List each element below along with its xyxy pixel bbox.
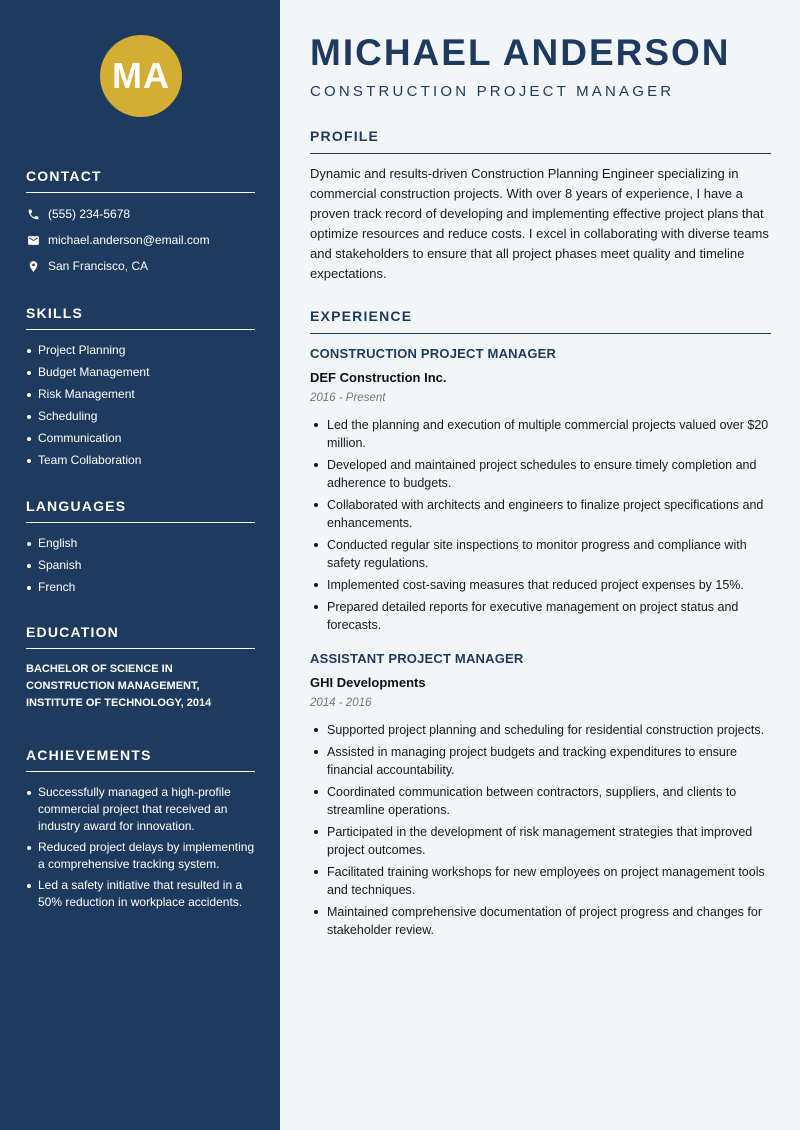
job-bullet: Participated in the development of risk management strategies that improved project outcomes. <box>310 823 771 859</box>
language-item: Spanish <box>26 557 255 574</box>
mail-icon <box>26 233 40 247</box>
languages-section <box>26 498 255 601</box>
achievements-list <box>26 784 255 911</box>
job-bullets <box>310 416 771 634</box>
job-dates: 2016 - Present <box>310 392 386 404</box>
job-title: CONSTRUCTION PROJECT MANAGER <box>310 346 557 361</box>
job-company: GHI Developments <box>310 675 426 690</box>
contact-heading: CONTACT <box>26 168 255 193</box>
job-dates: 2014 - 2016 <box>310 697 372 709</box>
skill-item: Risk Management <box>26 386 255 403</box>
contact-email <box>26 231 255 249</box>
job-bullet: Conducted regular site inspections to monitor progress and compliance with safety regulations. <box>310 536 771 572</box>
education-section <box>26 624 255 712</box>
job-bullet: Implemented cost-saving measures that reduced project expenses by 15%. <box>310 576 771 594</box>
avatar: MA <box>100 35 182 117</box>
skill-item: Communication <box>26 430 255 447</box>
job-company: DEF Construction Inc. <box>310 370 447 385</box>
skill-item: Team Collaboration <box>26 452 255 469</box>
job-entry <box>310 346 771 638</box>
languages-list <box>26 535 255 596</box>
languages-heading: LANGUAGES <box>26 498 255 523</box>
achievement-item: Led a safety initiative that resulted in a 50% reduction in workplace accidents. <box>26 877 255 911</box>
job-bullet: Prepared detailed reports for executive management on project status and forecasts. <box>310 598 771 634</box>
job-bullet: Coordinated communication between contractors, suppliers, and clients to streamline operations. <box>310 783 771 819</box>
phone-icon <box>26 207 40 221</box>
sidebar <box>0 0 280 1130</box>
job-bullets <box>310 721 771 939</box>
achievements-section <box>26 747 255 915</box>
profile-text: Dynamic and results-driven Construction Planning Engineer specializing in commercial construction projects. With over 8 years of experience, I have a proven track record of developing and implementing effective project plans that optimize resources and reduce costs. I excel in collaborating with diverse teams and stakeholders to ensure that all project phases meet quality and timeline expectations. <box>310 166 769 281</box>
contact-location <box>26 257 255 275</box>
location-pin-icon <box>26 259 40 273</box>
achievement-item: Reduced project delays by implementing a comprehensive tracking system. <box>26 839 255 873</box>
contact-section <box>26 168 255 283</box>
job-bullet: Developed and maintained project schedules to ensure timely completion and adherence to budgets. <box>310 456 771 492</box>
candidate-title: CONSTRUCTION PROJECT MANAGER <box>310 83 675 100</box>
location-text: San Francisco, CA <box>48 259 149 273</box>
skills-section <box>26 305 255 474</box>
skill-item: Scheduling <box>26 408 255 425</box>
profile-heading: PROFILE <box>310 128 771 154</box>
achievement-item: Successfully managed a high-profile commercial project that received an industry award for innovation. <box>26 784 255 835</box>
contact-phone <box>26 205 255 223</box>
skill-item: Project Planning <box>26 342 255 359</box>
candidate-name: MICHAEL ANDERSON <box>310 32 731 73</box>
language-item: English <box>26 535 255 552</box>
skill-item: Budget Management <box>26 364 255 381</box>
job-bullet: Facilitated training workshops for new employees on project management tools and techniques. <box>310 863 771 899</box>
phone-text[interactable]: (555) 234-5678 <box>48 207 131 221</box>
experience-heading: EXPERIENCE <box>310 308 771 334</box>
education-degree: BACHELOR OF SCIENCE IN CONSTRUCTION MANAGEMENT, INSTITUTE OF TECHNOLOGY, 2014 <box>26 663 212 709</box>
job-bullet: Led the planning and execution of multiple commercial projects valued over $20 million. <box>310 416 771 452</box>
job-bullet: Maintained comprehensive documentation of project progress and changes for stakeholder review. <box>310 903 771 939</box>
skills-heading: SKILLS <box>26 305 255 330</box>
email-text[interactable]: michael.anderson@email.com <box>48 233 210 247</box>
job-bullet: Collaborated with architects and engineers to finalize project specifications and enhancements. <box>310 496 771 532</box>
job-bullet: Supported project planning and scheduling for residential construction projects. <box>310 721 771 739</box>
language-item: French <box>26 579 255 596</box>
education-heading: EDUCATION <box>26 624 255 649</box>
skills-list <box>26 342 255 469</box>
job-title: ASSISTANT PROJECT MANAGER <box>310 651 524 666</box>
achievements-heading: ACHIEVEMENTS <box>26 747 255 772</box>
job-bullet: Assisted in managing project budgets and tracking expenditures to ensure financial accountability. <box>310 743 771 779</box>
job-entry <box>310 651 771 943</box>
